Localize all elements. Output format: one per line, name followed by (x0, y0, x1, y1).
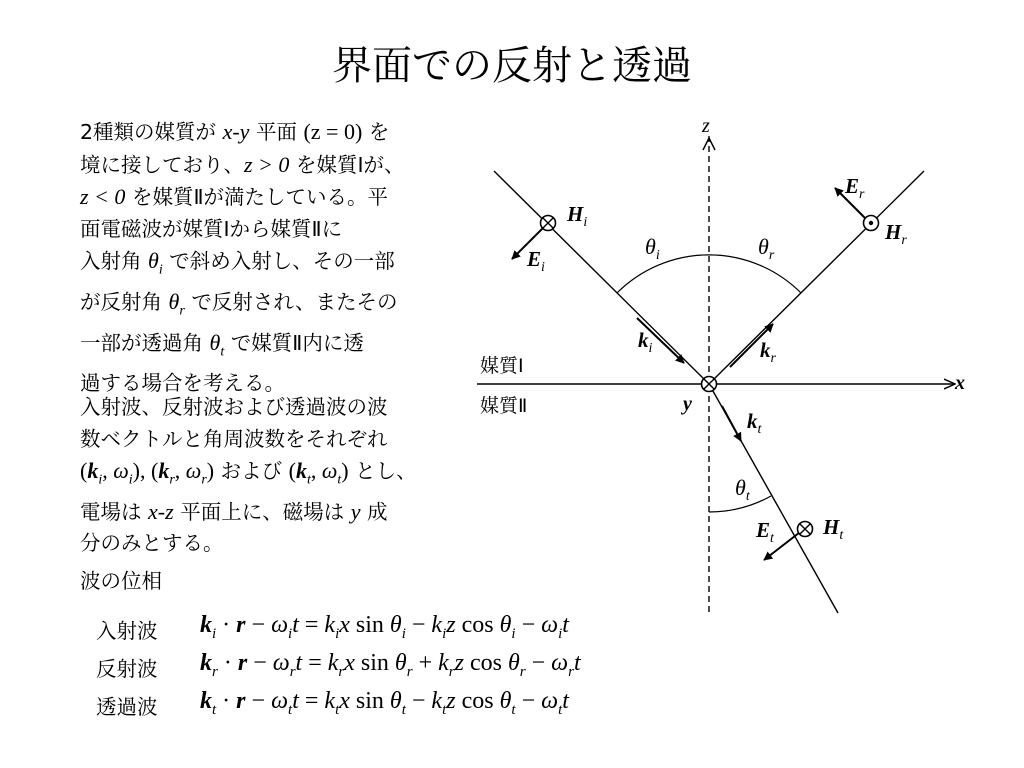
z-axis-label: z (702, 115, 710, 137)
h-t-label: $H_t$ (823, 515, 844, 543)
h-t-symbol (798, 522, 813, 537)
intro-line-8: 過する場合を考える。 (80, 370, 285, 395)
h-r-label: $H_r$ (885, 220, 907, 248)
reflected-phase-equation: $k_r \cdot r - \omega_rt = k_rx$ $\sin \theta_r + k_rz$ $\cos \theta_r - \omega_rt$ (200, 650, 581, 680)
intro-line-3: z < 0 を媒質Ⅱが満たしている。平 (80, 184, 389, 209)
phase-heading: 波の位相 (80, 569, 162, 593)
vector-line-2: 数ベクトルと角周波数をそれぞれ (80, 426, 388, 451)
k-t-arrow (722, 406, 741, 441)
theta-t-label: $\theta_t$ (735, 475, 750, 504)
e-i-label: $E_i$ (527, 247, 545, 275)
intro-line-5: 入射角 $\theta_i$ で斜め入射し、その一部 (80, 248, 395, 278)
intro-line-7: 一部が透過角 $\theta_t$ で媒質Ⅱ内に透 (80, 329, 364, 360)
intro-line-1: 2種類の媒質が x-y 平面 (z = 0) を (80, 119, 390, 144)
k-i-label: $k_i$ (638, 328, 653, 356)
reflected-wave-label: 反射波 (96, 657, 158, 681)
vector-line-4: 電場は x-z 平面上に、磁場は y 成 (80, 498, 388, 524)
intro-line-6: が反射角 $\theta_r$ で反射され、またその (80, 288, 398, 319)
incident-phase-equation: $k_i \cdot r - \omega_it = k_ix$ $\sin \theta_i - k_iz$ $\cos \theta_i - \omega_it$ (200, 612, 569, 642)
y-axis-label: y (683, 393, 692, 415)
intro-line-2: 境に接しており、z > 0 を媒質Ⅰが、 (80, 151, 405, 177)
intro-line-4: 面電磁波が媒質Ⅰから媒質Ⅱに (80, 216, 343, 241)
h-i-symbol (541, 216, 556, 231)
reflected-ray (709, 171, 924, 384)
vector-line-3: ($k_i$, $\omega_i$), ($k_r$, $\omega_r$) および ($k_t$, $\omega_t$) とし、 (80, 458, 417, 488)
origin-y-symbol (702, 377, 717, 392)
e-t-label: $E_t$ (756, 518, 774, 546)
x-axis-label: x (955, 372, 965, 394)
theta-r-label: $\theta_r$ (758, 234, 775, 263)
medium-2-label: 媒質Ⅱ (480, 395, 528, 417)
transmitted-phase-equation: $k_t \cdot r - \omega_tt = k_tx$ $\sin \theta_t - k_tz$ $\cos \theta_t - \omega_tt$ (200, 688, 569, 718)
incident-wave-label: 入射波 (96, 619, 158, 643)
e-r-label: $E_r$ (845, 174, 865, 202)
medium-1-label: 媒質Ⅰ (480, 355, 524, 377)
vector-line-5: 分のみとする。 (80, 531, 224, 556)
h-i-label: $H_i$ (567, 202, 588, 230)
page-title: 界面での反射と透過 (332, 43, 692, 89)
transmitted-wave-label: 透過波 (96, 695, 158, 719)
theta-i-label: $\theta_i$ (645, 234, 660, 263)
k-t-label: $k_t$ (747, 409, 762, 437)
vector-line-1: 入射波、反射波および透過波の波 (80, 395, 388, 419)
incident-ray (494, 171, 709, 384)
k-r-label: $k_r$ (760, 338, 776, 366)
h-r-symbol (864, 216, 879, 231)
